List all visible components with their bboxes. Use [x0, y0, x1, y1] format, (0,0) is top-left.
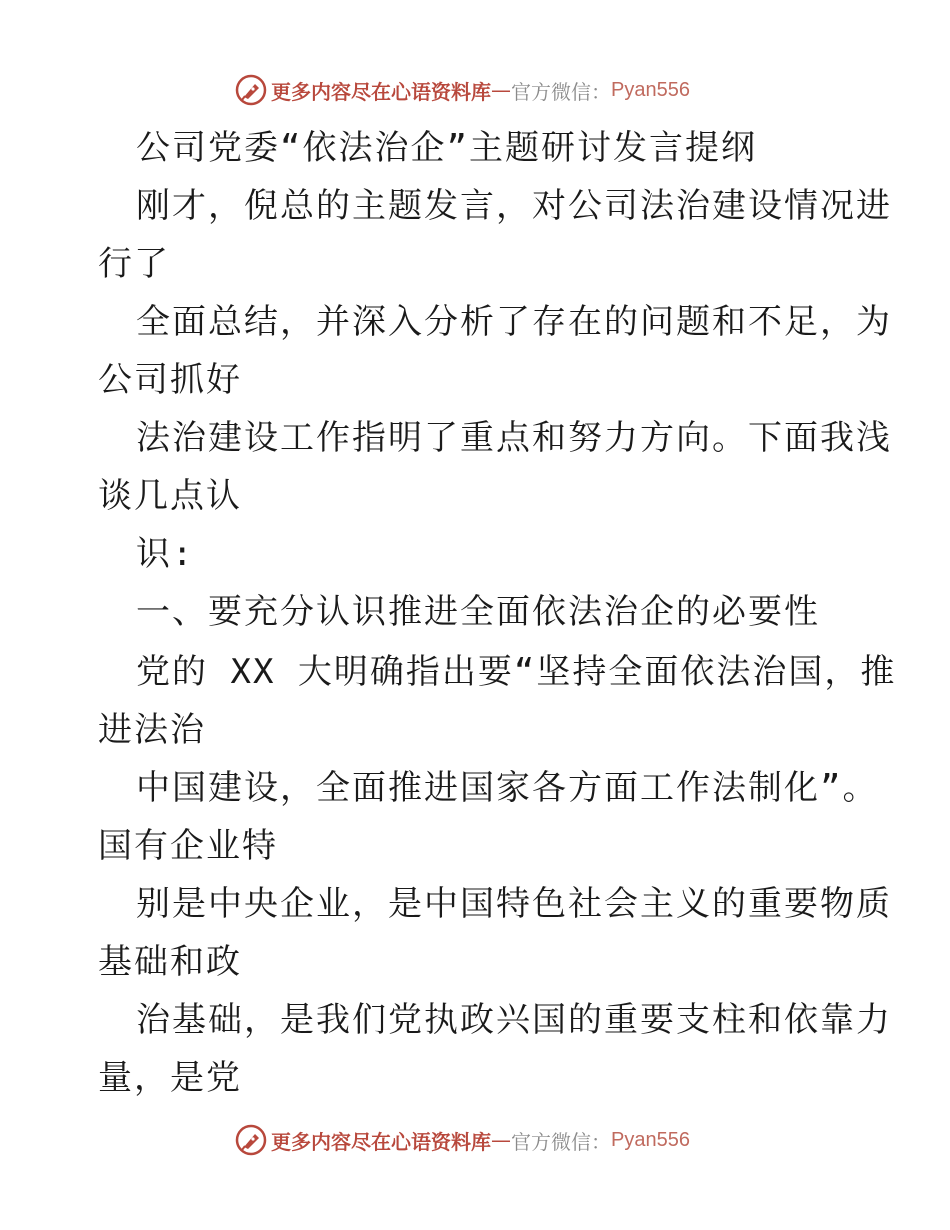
paragraph-line: 基础和政	[98, 942, 242, 982]
document-title: 公司党委“依法治企”主题研讨发言提纲	[136, 128, 757, 168]
paragraph-line: 国有企业特	[98, 826, 278, 866]
watermark-dash: —	[491, 78, 511, 102]
paragraph-line: 党的 XX 大明确指出要“坚持全面依法治国，推	[136, 652, 897, 692]
paragraph-line: 刚才，倪总的主题发言，对公司法治建设情况进	[136, 186, 892, 226]
paragraph-line: 谈几点认	[98, 476, 242, 516]
watermark-dash: —	[491, 1128, 511, 1152]
paragraph-line: 中国建设，全面推进国家各方面工作法制化”。	[136, 768, 879, 808]
watermark-wechat-id: Pyan556	[611, 78, 690, 101]
watermark-main-text: 更多内容尽在心语资料库	[271, 1129, 491, 1154]
paragraph-line: 公司抓好	[98, 360, 242, 400]
watermark-official-label: 官方微信：	[511, 79, 611, 104]
paragraph-line: 全面总结，并深入分析了存在的问题和不足，为	[136, 302, 892, 342]
paragraph-line: 治基础，是我们党执政兴国的重要支柱和依靠力	[136, 1000, 892, 1040]
watermark-header	[235, 72, 690, 108]
paragraph-line: 法治建设工作指明了重点和努力方向。下面我浅	[136, 418, 892, 458]
pen-nib-logo-icon	[235, 1124, 267, 1156]
section-heading: 一、要充分认识推进全面依法治企的必要性	[136, 592, 820, 632]
paragraph-line: 别是中央企业，是中国特色社会主义的重要物质	[136, 884, 892, 924]
pen-nib-logo-icon	[235, 74, 267, 106]
paragraph-line: 行了	[98, 244, 170, 284]
watermark-footer	[235, 1122, 690, 1158]
watermark-official-label: 官方微信：	[511, 1129, 611, 1154]
paragraph-line: 识:	[136, 534, 195, 574]
paragraph-line: 进法治	[98, 710, 206, 750]
paragraph-line: 量，是党	[98, 1058, 242, 1098]
watermark-main-text: 更多内容尽在心语资料库	[271, 79, 491, 104]
watermark-wechat-id: Pyan556	[611, 1128, 690, 1151]
